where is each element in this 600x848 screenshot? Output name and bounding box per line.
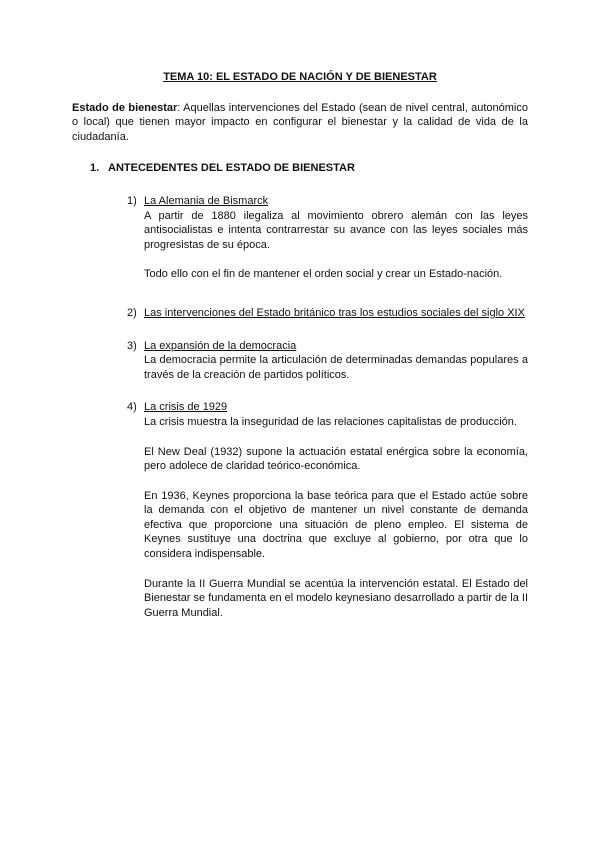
- item-paragraph: El New Deal (1932) supone la actuación estatal enérgica sobre la economía, pero adolece de claridad teórico-económica.: [144, 445, 528, 473]
- document-title: TEMA 10: EL ESTADO DE NACIÓN Y DE BIENESTAR: [163, 71, 437, 83]
- list-item-british-state: [72, 306, 528, 321]
- section-title: ANTECEDENTES DEL ESTADO DE BIENESTAR: [108, 162, 355, 175]
- item-paragraph: La democracia permite la articulación de determinadas demandas populares a través de la creación de partidos políticos.: [144, 354, 528, 381]
- item-paragraph: En 1936, Keynes proporciona la base teórica para que el Estado actúe sobre la demanda con el objetivo de mantener un nivel constante de demanda efectiva que proporcione una situación de pleno empleo. El sistema de Keynes sustituye una doctrina que excluye al gobierno, por otra que lo considera indispensable.: [144, 489, 528, 561]
- section-number: 1.: [90, 162, 100, 175]
- item-paragraph: La crisis muestra la inseguridad de las relaciones capitalistas de producción.: [144, 415, 517, 428]
- item-paragraph: Todo ello con el fin de mantener el orden social y crear un Estado-nación.: [144, 268, 503, 281]
- item-heading: La crisis de 1929: [144, 401, 228, 414]
- list-item-crisis-1929: [72, 400, 528, 620]
- intro-text: : Aquellas intervenciones del Estado (sean de nivel central, autonómico o local) que tienen mayor impacto en configurar el bienestar y la calidad de vida de la ciudadanía.: [72, 101, 528, 143]
- item-paragraph: Durante la II Guerra Mundial se acentúa la intervención estatal. El Estado del Bienestar se fundamenta en el modelo keynesiano desarrollado a partir de la II Guerra Mundial.: [144, 577, 529, 619]
- item-number: 3): [127, 339, 137, 352]
- item-heading: Las intervenciones del Estado británico tras los estudios sociales del siglo XIX: [144, 306, 525, 319]
- item-number: 1): [127, 194, 137, 207]
- intro-term: Estado de bienestar: [72, 101, 178, 114]
- item-heading: La Alemania de Bismarck: [144, 194, 269, 207]
- intro-paragraph: [72, 101, 528, 145]
- list-item-democracy: [72, 339, 528, 383]
- item-number: 4): [127, 401, 137, 414]
- item-paragraph: A partir de 1880 ilegaliza al movimiento obrero alemán con las leyes antisocialistas e intenta contrarrestar su avance con las leyes sociales más progresistas de su época.: [144, 209, 528, 251]
- item-heading: La expansión de la democracia: [144, 339, 297, 352]
- section-heading: [72, 161, 528, 176]
- item-number: 2): [127, 306, 137, 319]
- list-item-bismarck: [72, 194, 528, 282]
